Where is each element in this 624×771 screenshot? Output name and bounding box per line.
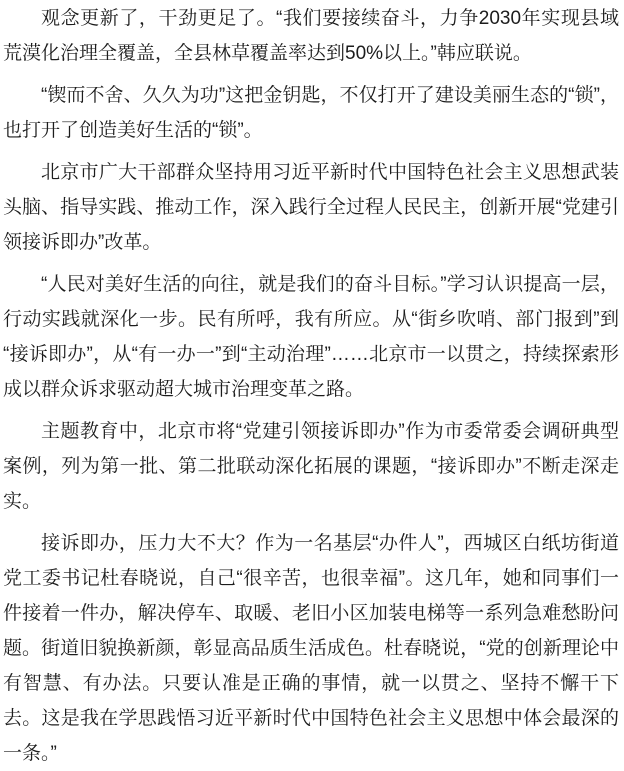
paragraph: “人民对美好生活的向往，就是我们的奋斗目标。”学习认识提高一层，行动实践就深化一步。民有所呼，我有所应。从“街乡吹哨、部门报到”到“接诉即办”，从“有一办一”到“主动治理”……北京市一以贯之，持续探索形成以群众诉求驱动超大城市治理变革之路。: [3, 274, 619, 400]
paragraph: 接诉即办，压力大不大？作为一名基层“办件人”，西城区白纸坊街道党工委书记杜春晓说，自己“很辛苦，也很幸福”。这几年，她和同事们一件接着一件办，解决停车、取暖、老旧小区加装电梯等一系列急难愁盼问题。街道旧貌换新颜，彰显高品质生活成色。杜春晓说，“党的创新理论中有智慧、有办法。只要认准是正确的事情，就一以贯之、坚持不懈干下去。这是我在学思践悟习近平新时代中国特色社会主义思想中体会最深的一条。”: [3, 533, 619, 764]
paragraph: “锲而不舍、久久为功”这把金钥匙，不仅打开了建设美丽生态的“锁”，也打开了创造美好生活的“锁”。: [3, 85, 619, 141]
paragraph: 主题教育中，北京市将“党建引领接诉即办”作为市委常委会调研典型案例，列为第一批、第二批联动深化拓展的课题，“接诉即办”不断走深走实。: [3, 421, 619, 512]
paragraph: 观念更新了，干劲更足了。“我们要接续奋斗，力争2030年实现县域荒漠化治理全覆盖，全县林草覆盖率达到50%以上。”韩应联说。: [3, 8, 619, 64]
paragraph: 北京市广大干部群众坚持用习近平新时代中国特色社会主义思想武装头脑、指导实践、推动工作，深入践行全过程人民民主，创新开展“党建引领接诉即办”改革。: [3, 162, 619, 253]
